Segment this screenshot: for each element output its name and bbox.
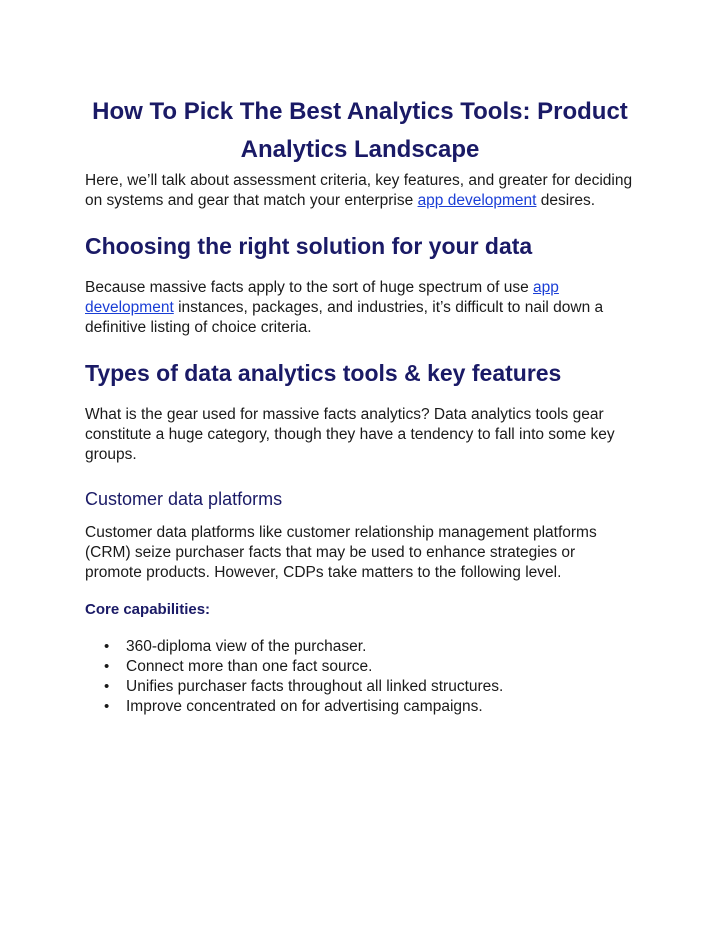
core-capabilities-label: Core capabilities: — [85, 601, 211, 618]
intro-paragraph — [85, 171, 635, 211]
section-heading-types: Types of data analytics tools & key features — [85, 360, 562, 386]
list-item — [85, 697, 635, 717]
list-item — [85, 657, 635, 677]
types-paragraph: What is the gear used for massive facts analytics? Data analytics tools gear constitute a huge category, though they have a tendency to fall into some key groups. — [85, 406, 615, 463]
app-development-link[interactable]: app development — [85, 279, 559, 316]
intro-text-before: Here, we’ll talk about assessment criteria, key features, and greater for deciding on systems and gear that match your enterprise — [85, 172, 633, 209]
page-title: How To Pick The Best Analytics Tools: Product Analytics Landscape — [92, 98, 628, 163]
bullet-icon: • — [104, 658, 110, 675]
core-capabilities-list — [85, 637, 635, 717]
intro-text-after: desires. — [536, 192, 596, 209]
bullet-icon: • — [104, 678, 110, 695]
list-item — [85, 637, 635, 657]
list-item-text: Unifies purchaser facts throughout all linked structures. — [126, 678, 504, 695]
choosing-paragraph — [85, 278, 635, 338]
choosing-text-before: Because massive facts apply to the sort of huge spectrum of use — [85, 279, 534, 296]
list-item-text: Connect more than one fact source. — [126, 658, 373, 675]
list-item-text: Improve concentrated on for advertising campaigns. — [126, 698, 483, 715]
bullet-icon: • — [104, 638, 110, 655]
list-item — [85, 677, 635, 697]
customer-data-paragraph: Customer data platforms like customer relationship management platforms (CRM) seize purchaser facts that may be used to enhance strategies or promote products. However, CDPs take matters to the following level. — [85, 524, 597, 581]
document-page — [85, 93, 635, 717]
bullet-icon: • — [104, 698, 110, 715]
choosing-text-after: instances, packages, and industries, it’s difficult to nail down a definitive listing of choice criteria. — [85, 299, 604, 336]
app-development-link[interactable]: app development — [417, 192, 537, 209]
section-heading-choosing: Choosing the right solution for your data — [85, 233, 533, 259]
section-heading-customer-data: Customer data platforms — [85, 489, 283, 509]
list-item-text: 360-diploma view of the purchaser. — [126, 638, 367, 655]
